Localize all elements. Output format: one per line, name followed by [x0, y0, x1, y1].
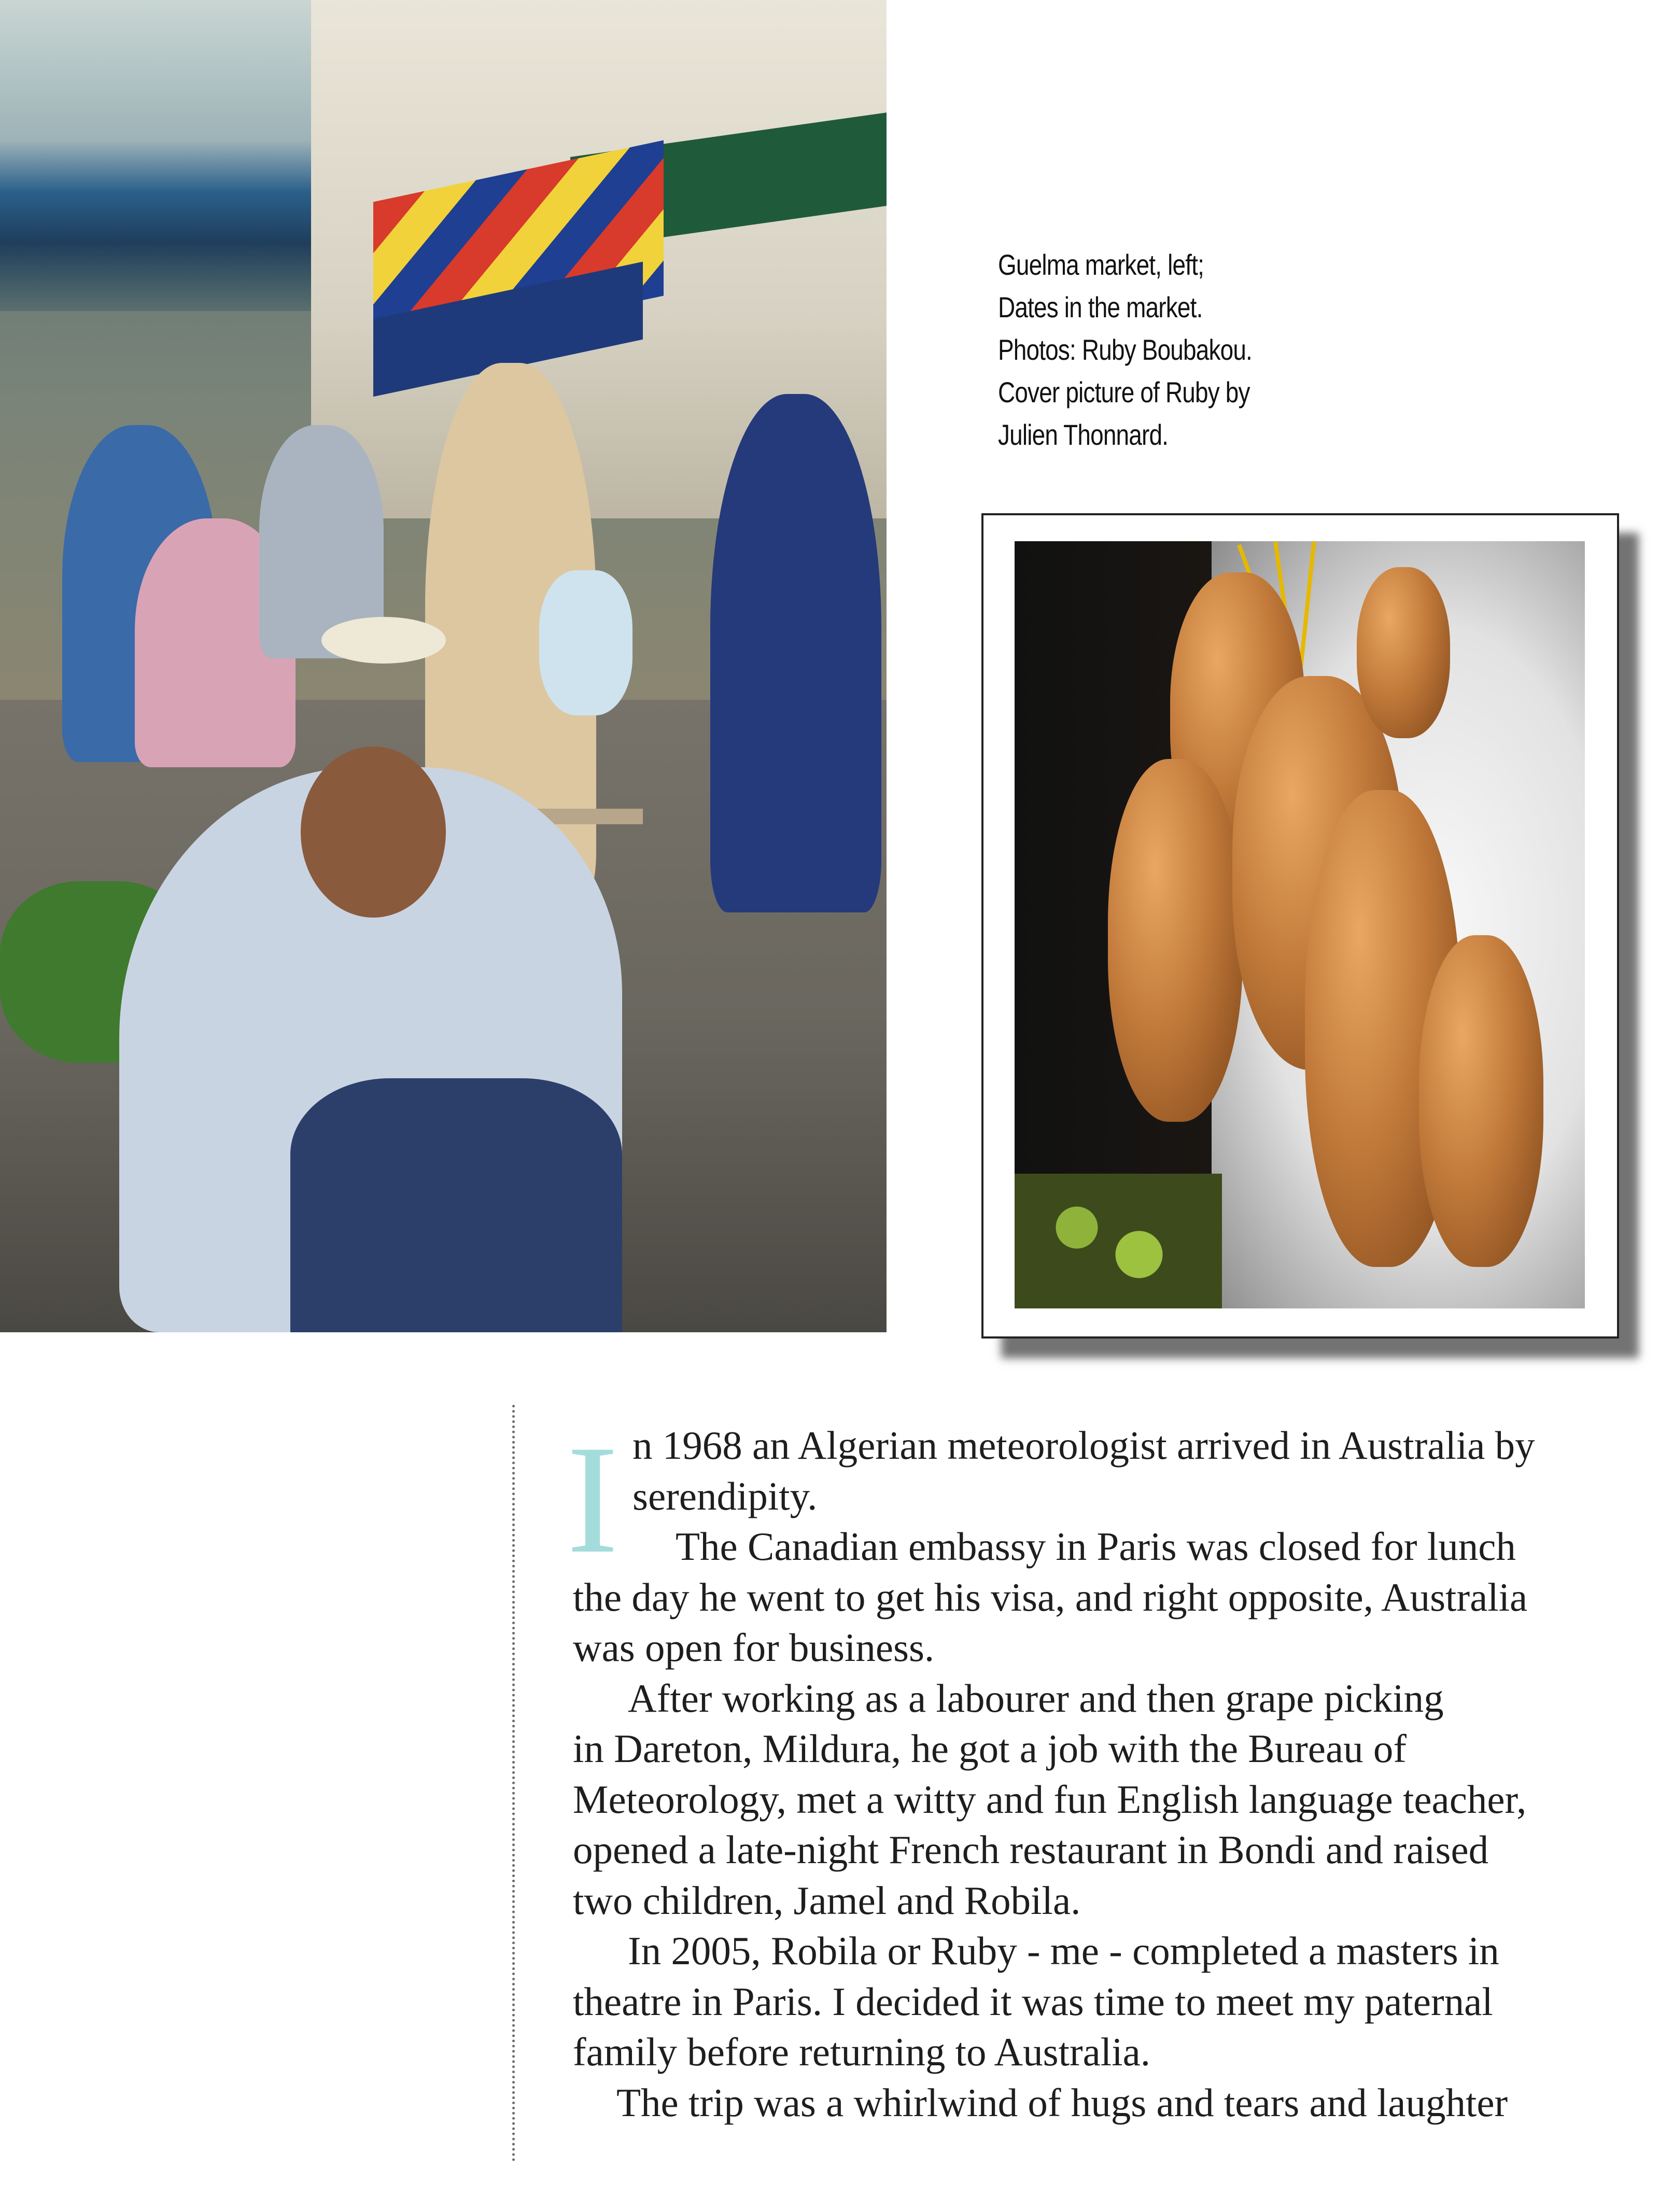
- caption-line: Dates in the market.: [998, 291, 1203, 323]
- seated-man-jeans: [290, 1078, 622, 1332]
- seated-man-head: [301, 746, 446, 918]
- article-line: The Canadian embassy in Paris was closed for lunch: [676, 1524, 1516, 1569]
- limes-crate: [1015, 1174, 1222, 1308]
- article-line: in Dareton, Mildura, he got a job with the Bureau of: [573, 1726, 1407, 1771]
- dates-photo: [1015, 541, 1585, 1308]
- photo-caption: [998, 244, 1252, 456]
- date-cluster: [1357, 567, 1450, 738]
- article-line: two children, Jamel and Robila.: [573, 1878, 1081, 1923]
- caption-line: Julien Thonnard.: [998, 418, 1169, 451]
- article-line: After working as a labourer and then grape picking: [628, 1675, 1444, 1721]
- article-line: opened a late-night French restaurant in Bondi and raised: [573, 1827, 1489, 1872]
- article-line: was open for business.: [573, 1625, 935, 1670]
- article-line: the day he went to get his visa, and right opposite, Australia: [573, 1574, 1528, 1619]
- article-line: family before returning to Australia.: [573, 2030, 1151, 2074]
- bread-stack: [321, 617, 446, 664]
- drop-cap: I: [567, 1413, 618, 1585]
- shopper-figure: [710, 394, 881, 912]
- dates-photo-frame: [981, 513, 1619, 1339]
- caption-line: Cover picture of Ruby by: [998, 376, 1250, 408]
- article-line: theatre in Paris. I decided it was time to meet my paternal: [573, 1979, 1493, 2024]
- article-line: In 2005, Robila or Ruby - me - completed a masters in: [628, 1928, 1499, 1973]
- date-cluster: [1108, 759, 1243, 1122]
- column-divider: [512, 1405, 515, 2162]
- article-line: Meteorology, met a witty and fun English language teacher,: [573, 1777, 1527, 1822]
- caption-line: Guelma market, left;: [998, 248, 1204, 281]
- caption-line: Photos: Ruby Boubakou.: [998, 333, 1252, 366]
- market-photo: [0, 0, 887, 1332]
- market-building-backdrop: [0, 0, 311, 311]
- article-line: The trip was a whirlwind of hugs and tears and laughter: [616, 2080, 1508, 2125]
- article-line: n 1968 an Algerian meteorologist arrived in Australia by: [632, 1423, 1535, 1468]
- date-cluster: [1419, 935, 1543, 1267]
- article-line: serendipity.: [632, 1473, 818, 1518]
- article-body: [573, 1420, 1594, 2128]
- plastic-bag: [539, 570, 632, 715]
